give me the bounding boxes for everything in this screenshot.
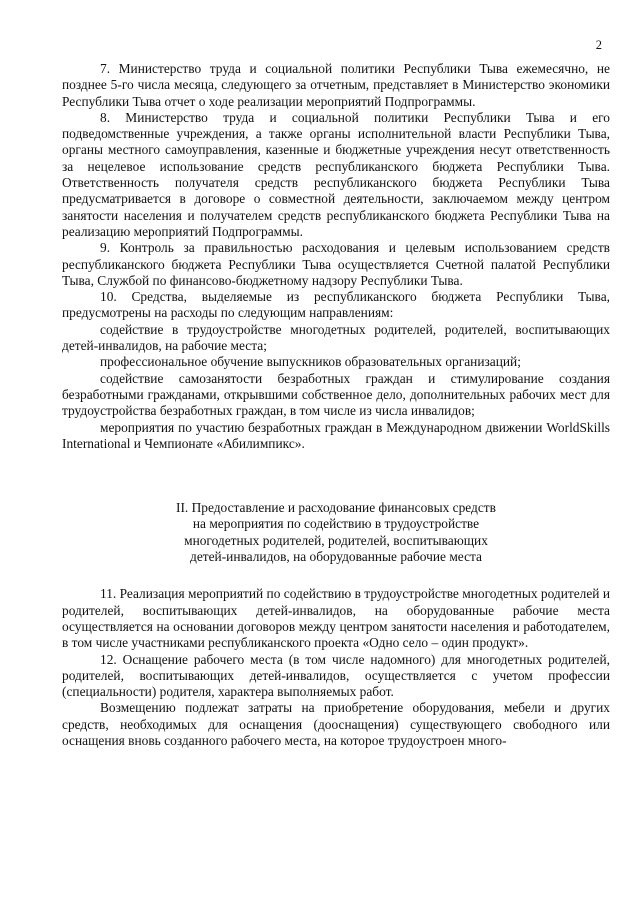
- page-number: 2: [595, 38, 602, 52]
- section-heading-line: детей-инвалидов, на оборудованные рабочие места: [190, 549, 482, 565]
- section-heading-line: многодетных родителей, родителей, воспитывающих: [184, 532, 488, 548]
- paragraph-8: 8. Министерство труда и социальной политики Республики Тыва и его подведомственные учреждения, а также органы исполнительной власти Республики Тыва, органы местного самоуправления, казенные и бюджетные учреждения несут ответственность за нецелевое использование средств республиканского бюджета Республики Тыва. Ответственность получателя средств республиканского бюджета Республики Тыва предусматривается в договоре о совместной деятельности, заключаемом между центром занятости населения и получателем средств республиканского бюджета Республики Тыва на реализацию мероприятий Подпрограммы.: [62, 109, 610, 239]
- paragraph-11: 11. Реализация мероприятий по содействию в трудоустройстве многодетных родителей и родителей, воспитывающих детей-инвалидов, на оборудованные рабочие места осуществляется на основании договоров между центром занятости населения и работодателем, в том числе участниками республиканского проекта «Одно село – один продукт».: [62, 586, 610, 651]
- section-heading-line: на мероприятия по содействию в трудоустройстве: [192, 516, 480, 532]
- paragraph-7: 7. Министерство труда и социальной политики Республики Тыва ежемесячно, не позднее 5-го числа месяца, следующего за отчетным, представляет в Министерство экономики Республики Тыва отчет о ходе реализации мероприятий Подпрограммы.: [62, 61, 610, 109]
- document-body: [62, 61, 610, 749]
- paragraph-9: 9. Контроль за правильностью расходования и целевым использованием средств республиканского бюджета Республики Тыва осуществляется Счетной палатой Республики Тыва, Службой по финансово-бюджетному надзору Республики Тыва.: [62, 240, 610, 288]
- paragraph-10: 10. Средства, выделяемые из республиканского бюджета Республики Тыва, предусмотрены на расходы по следующим направлениям:: [62, 289, 610, 321]
- section-heading-line: II. Предоставление и расходование финансовых средств: [176, 500, 496, 516]
- list-item-worldskills: мероприятия по участию безработных граждан в Международном движении WorldSkills International и Чемпионате «Абилимпикс».: [62, 419, 610, 451]
- list-item-training: профессиональное обучение выпускников образовательных организаций;: [100, 354, 521, 370]
- list-item-self-employment: содействие самозанятости безработных граждан и стимулирование создания безработными гражданами, открывшими собственное дело, дополнительных рабочих мест для трудоустройства безработных граждан, в том числе из числа инвалидов;: [62, 370, 610, 419]
- list-item-employment: содействие в трудоустройстве многодетных родителей, родителей, воспитывающих детей-инвалидов, на рабочие места;: [62, 321, 610, 354]
- paragraph-compensation: Возмещению подлежат затраты на приобретение оборудования, мебели и других средств, необходимых для оснащения (дооснащения) существующего свободного или оснащения вновь созданного рабочего места, на которое трудоустроен много-: [62, 700, 610, 748]
- section-heading: [62, 500, 610, 565]
- paragraph-12: 12. Оснащение рабочего места (в том числе надомного) для многодетных родителей, родителей, воспитывающих детей-инвалидов, осуществляется с учетом профессии (специальности) родителя, характера выполняемых работ.: [62, 651, 610, 700]
